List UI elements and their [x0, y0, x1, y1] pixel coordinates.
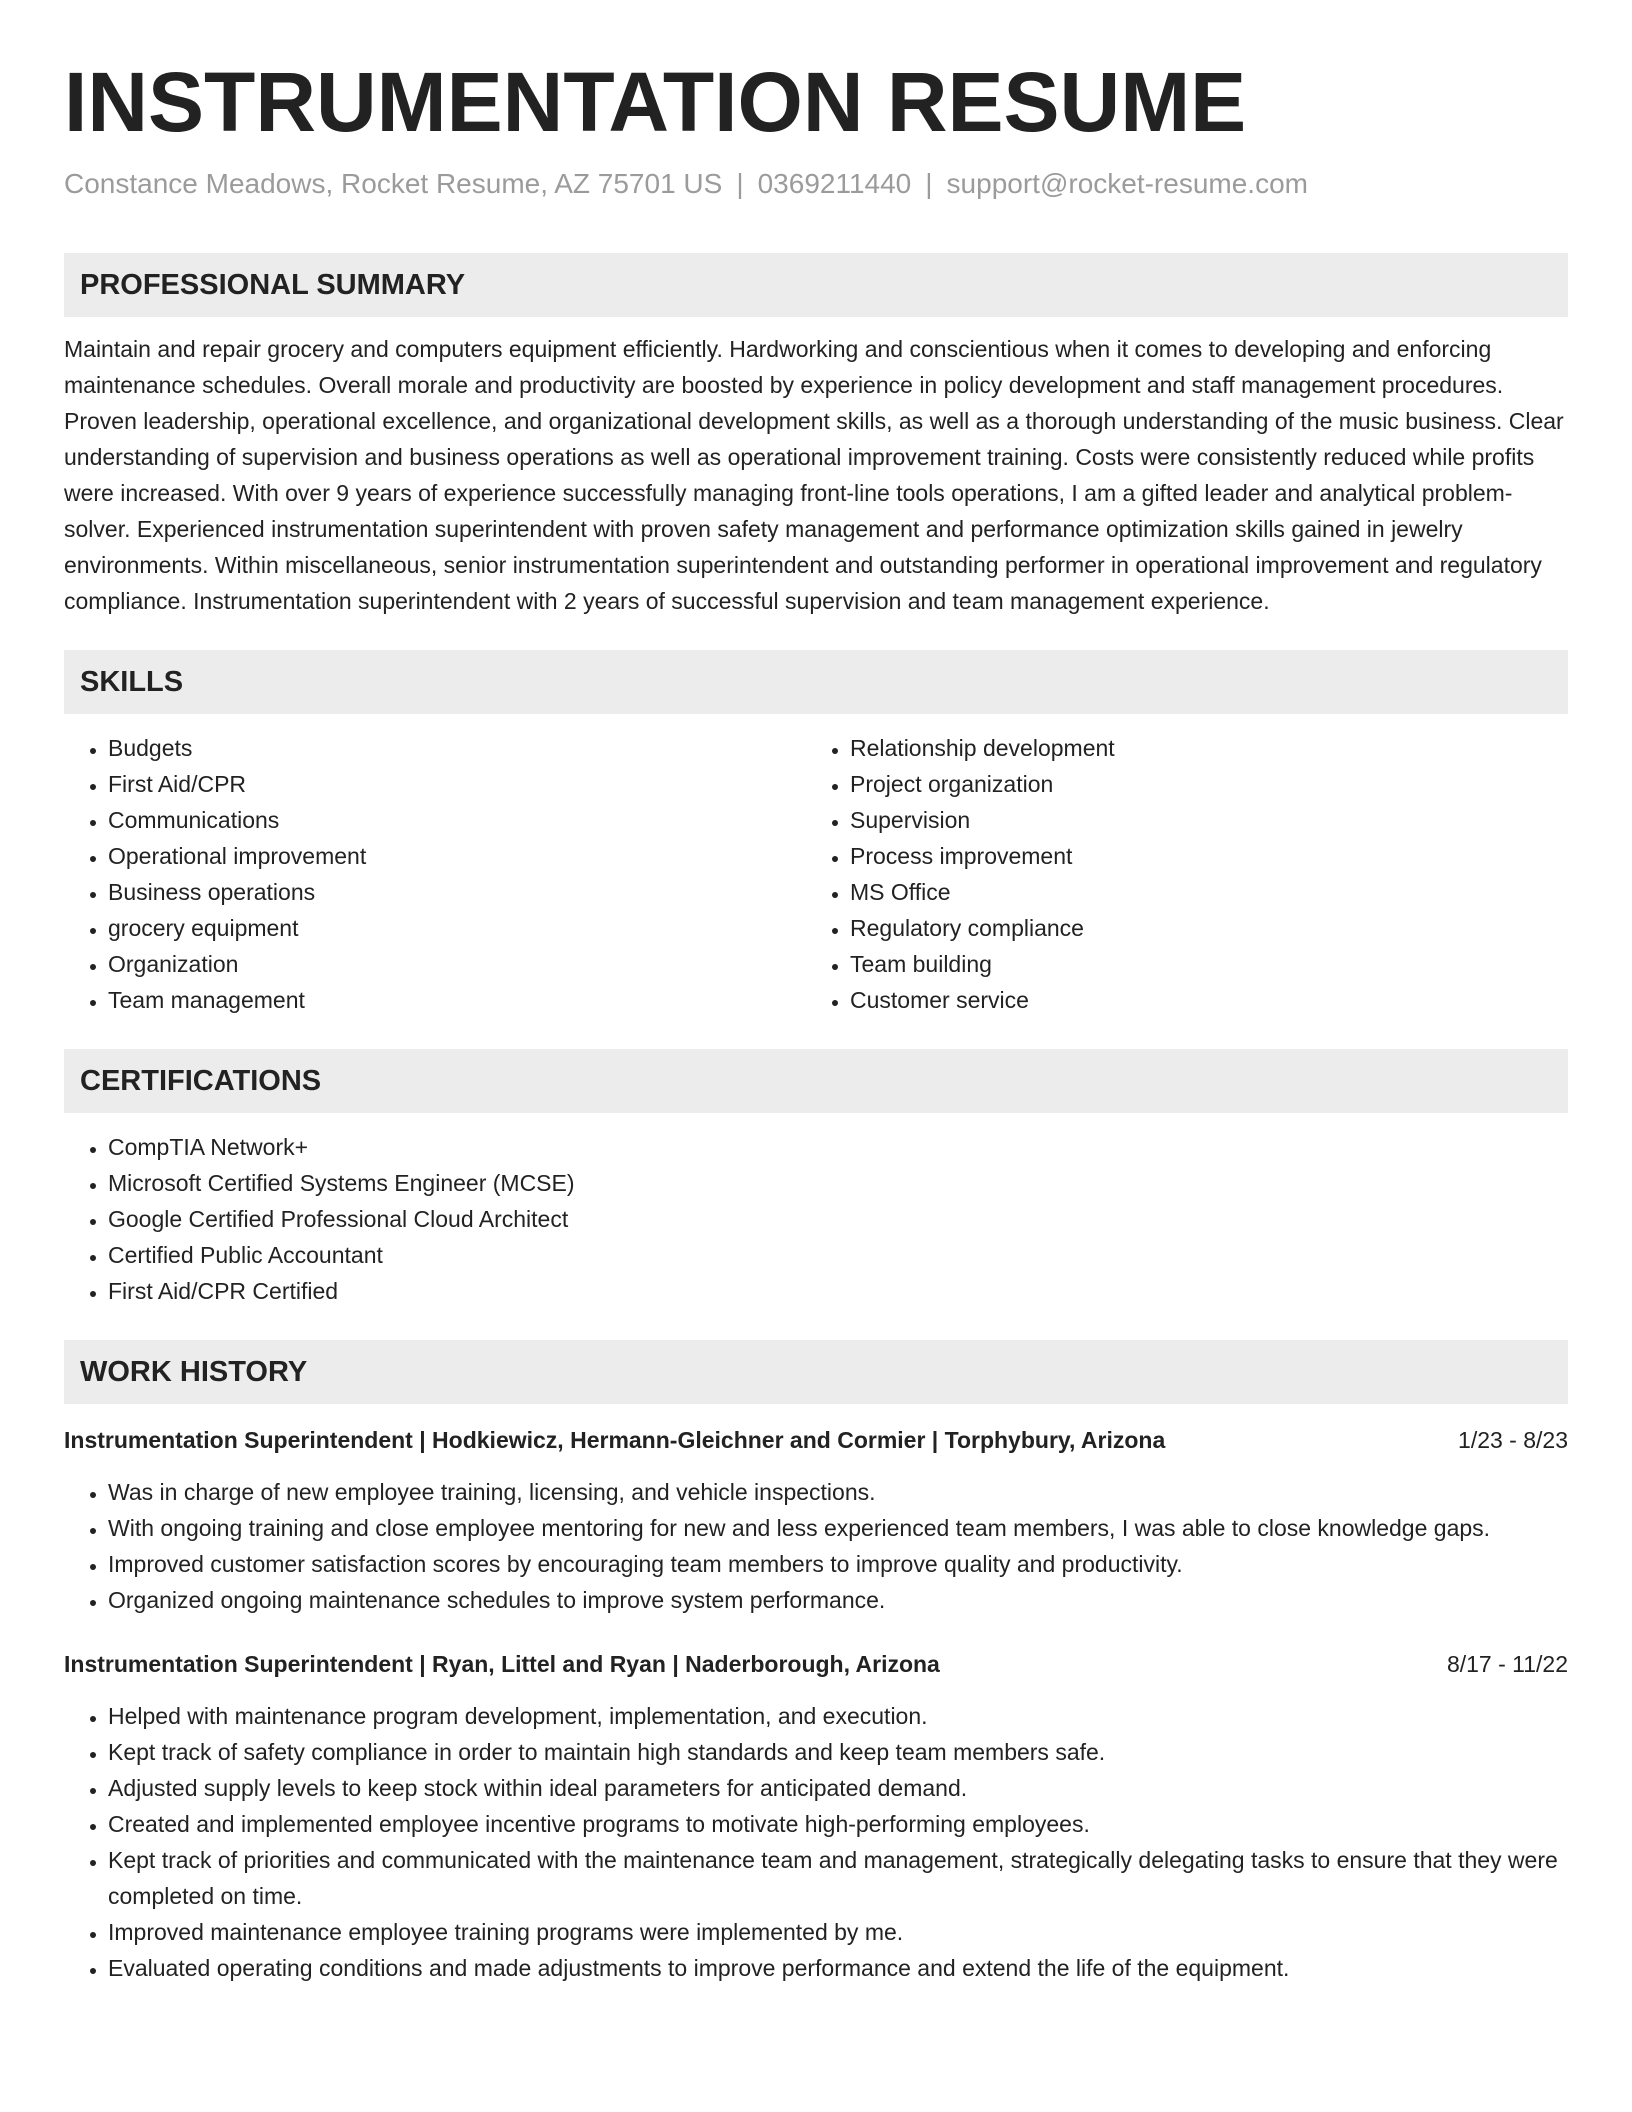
- summary-text: Maintain and repair grocery and computers equipment efficiently. Hardworking and conscientious when it comes to developing and enforcing maintenance schedules. Overall morale and productivity are boosted by experience in policy development and staff management procedures. Proven leadership, operational excellence, and organizational development skills, as well as a thorough understanding of the music business. Clear understanding of supervision and business operations as well as operational improvement training. Costs were consistently reduced while profits were increased. With over 9 years of experience successfully managing front-line tools operations, I am a gifted leader and analytical problem-solver. Experienced instrumentation superintendent with proven safety management and performance optimization skills gained in jewelry environments. Within miscellaneous, senior instrumentation superintendent and outstanding performer in operational improvement and regulatory compliance. Instrumentation superintendent with 2 years of successful supervision and team management experience.: [64, 336, 1564, 614]
- job-entry: [64, 1422, 1568, 1618]
- job-dates: 1/23 - 8/23: [1458, 1427, 1568, 1453]
- certification-item: • Google Certified Professional Cloud Architect: [108, 1201, 1568, 1237]
- job-bullets: [64, 1698, 1568, 1986]
- job-bullet: • Evaluated operating conditions and made adjustments to improve performance and extend the life of the equipment.: [108, 1950, 1568, 1986]
- contact-separator: |: [925, 168, 933, 199]
- skill-item: • MS Office: [850, 874, 1548, 910]
- certifications-list: [64, 1129, 1568, 1309]
- job-bullet: • Created and implemented employee incentive programs to motivate high-performing employees.: [108, 1806, 1568, 1842]
- job-bullet: • Adjusted supply levels to keep stock within ideal parameters for anticipated demand.: [108, 1770, 1568, 1806]
- job-bullet: • Organized ongoing maintenance schedules to improve system performance.: [108, 1582, 1568, 1618]
- certification-item: • Microsoft Certified Systems Engineer (MCSE): [108, 1165, 1568, 1201]
- skill-item: • Team management: [108, 982, 806, 1018]
- job-dates: 8/17 - 11/22: [1446, 1651, 1568, 1677]
- certification-item: • Certified Public Accountant: [108, 1237, 1568, 1273]
- job-bullet: • With ongoing training and close employee mentoring for new and less experienced team members, I was able to close knowledge gaps.: [108, 1510, 1568, 1546]
- job-header: [64, 1422, 1568, 1458]
- skill-item: • Regulatory compliance: [850, 910, 1548, 946]
- skill-item: • Customer service: [850, 982, 1548, 1018]
- skill-item: • First Aid/CPR: [108, 766, 806, 802]
- job-bullet: • Kept track of safety compliance in order to maintain high standards and keep team members safe.: [108, 1734, 1568, 1770]
- skill-item: • Organization: [108, 946, 806, 982]
- skills-columns: [64, 730, 1568, 1018]
- contact-email: support@rocket-resume.com: [946, 168, 1308, 199]
- contact-line: [64, 166, 1568, 202]
- job-entry: [64, 1646, 1568, 1986]
- job-bullet: • Helped with maintenance program development, implementation, and execution.: [108, 1698, 1568, 1734]
- job-bullets: [64, 1474, 1568, 1618]
- contact-address: Constance Meadows, Rocket Resume, AZ 75701 US: [64, 168, 723, 199]
- resume-title: INSTRUMENTATION RESUME: [64, 55, 1247, 149]
- skill-item: • Project organization: [850, 766, 1548, 802]
- skills-list-left: [64, 730, 806, 1018]
- job-bullet: • Improved maintenance employee training programs were implemented by me.: [108, 1914, 1568, 1950]
- contact-separator: |: [736, 168, 744, 199]
- job-bullet: • Was in charge of new employee training, licensing, and vehicle inspections.: [108, 1474, 1568, 1510]
- job-title: Instrumentation Superintendent | Hodkiewicz, Hermann-Gleichner and Cormier | Torphybury, Arizona: [64, 1427, 1166, 1453]
- skill-item: • Business operations: [108, 874, 806, 910]
- certification-item: • CompTIA Network+: [108, 1129, 1568, 1165]
- job-header: [64, 1646, 1568, 1682]
- contact-phone: 0369211440: [757, 168, 912, 199]
- summary-heading: PROFESSIONAL SUMMARY: [64, 253, 1568, 317]
- skill-item: • Supervision: [850, 802, 1548, 838]
- job-bullet: • Kept track of priorities and communicated with the maintenance team and management, strategically delegating tasks to ensure that they were completed on time.: [108, 1842, 1568, 1914]
- skill-item: • Communications: [108, 802, 806, 838]
- work-history-heading: WORK HISTORY: [64, 1340, 1568, 1404]
- skill-item: • Budgets: [108, 730, 806, 766]
- skills-heading: SKILLS: [64, 650, 1568, 714]
- skills-list-right: [806, 730, 1548, 1018]
- skill-item: • Relationship development: [850, 730, 1548, 766]
- skill-item: • Operational improvement: [108, 838, 806, 874]
- skill-item: • Process improvement: [850, 838, 1548, 874]
- job-title: Instrumentation Superintendent | Ryan, Littel and Ryan | Naderborough, Arizona: [64, 1651, 940, 1677]
- certification-item: • First Aid/CPR Certified: [108, 1273, 1568, 1309]
- skill-item: • Team building: [850, 946, 1548, 982]
- certifications-heading: CERTIFICATIONS: [64, 1049, 1568, 1113]
- job-bullet: • Improved customer satisfaction scores by encouraging team members to improve quality and productivity.: [108, 1546, 1568, 1582]
- skill-item: • grocery equipment: [108, 910, 806, 946]
